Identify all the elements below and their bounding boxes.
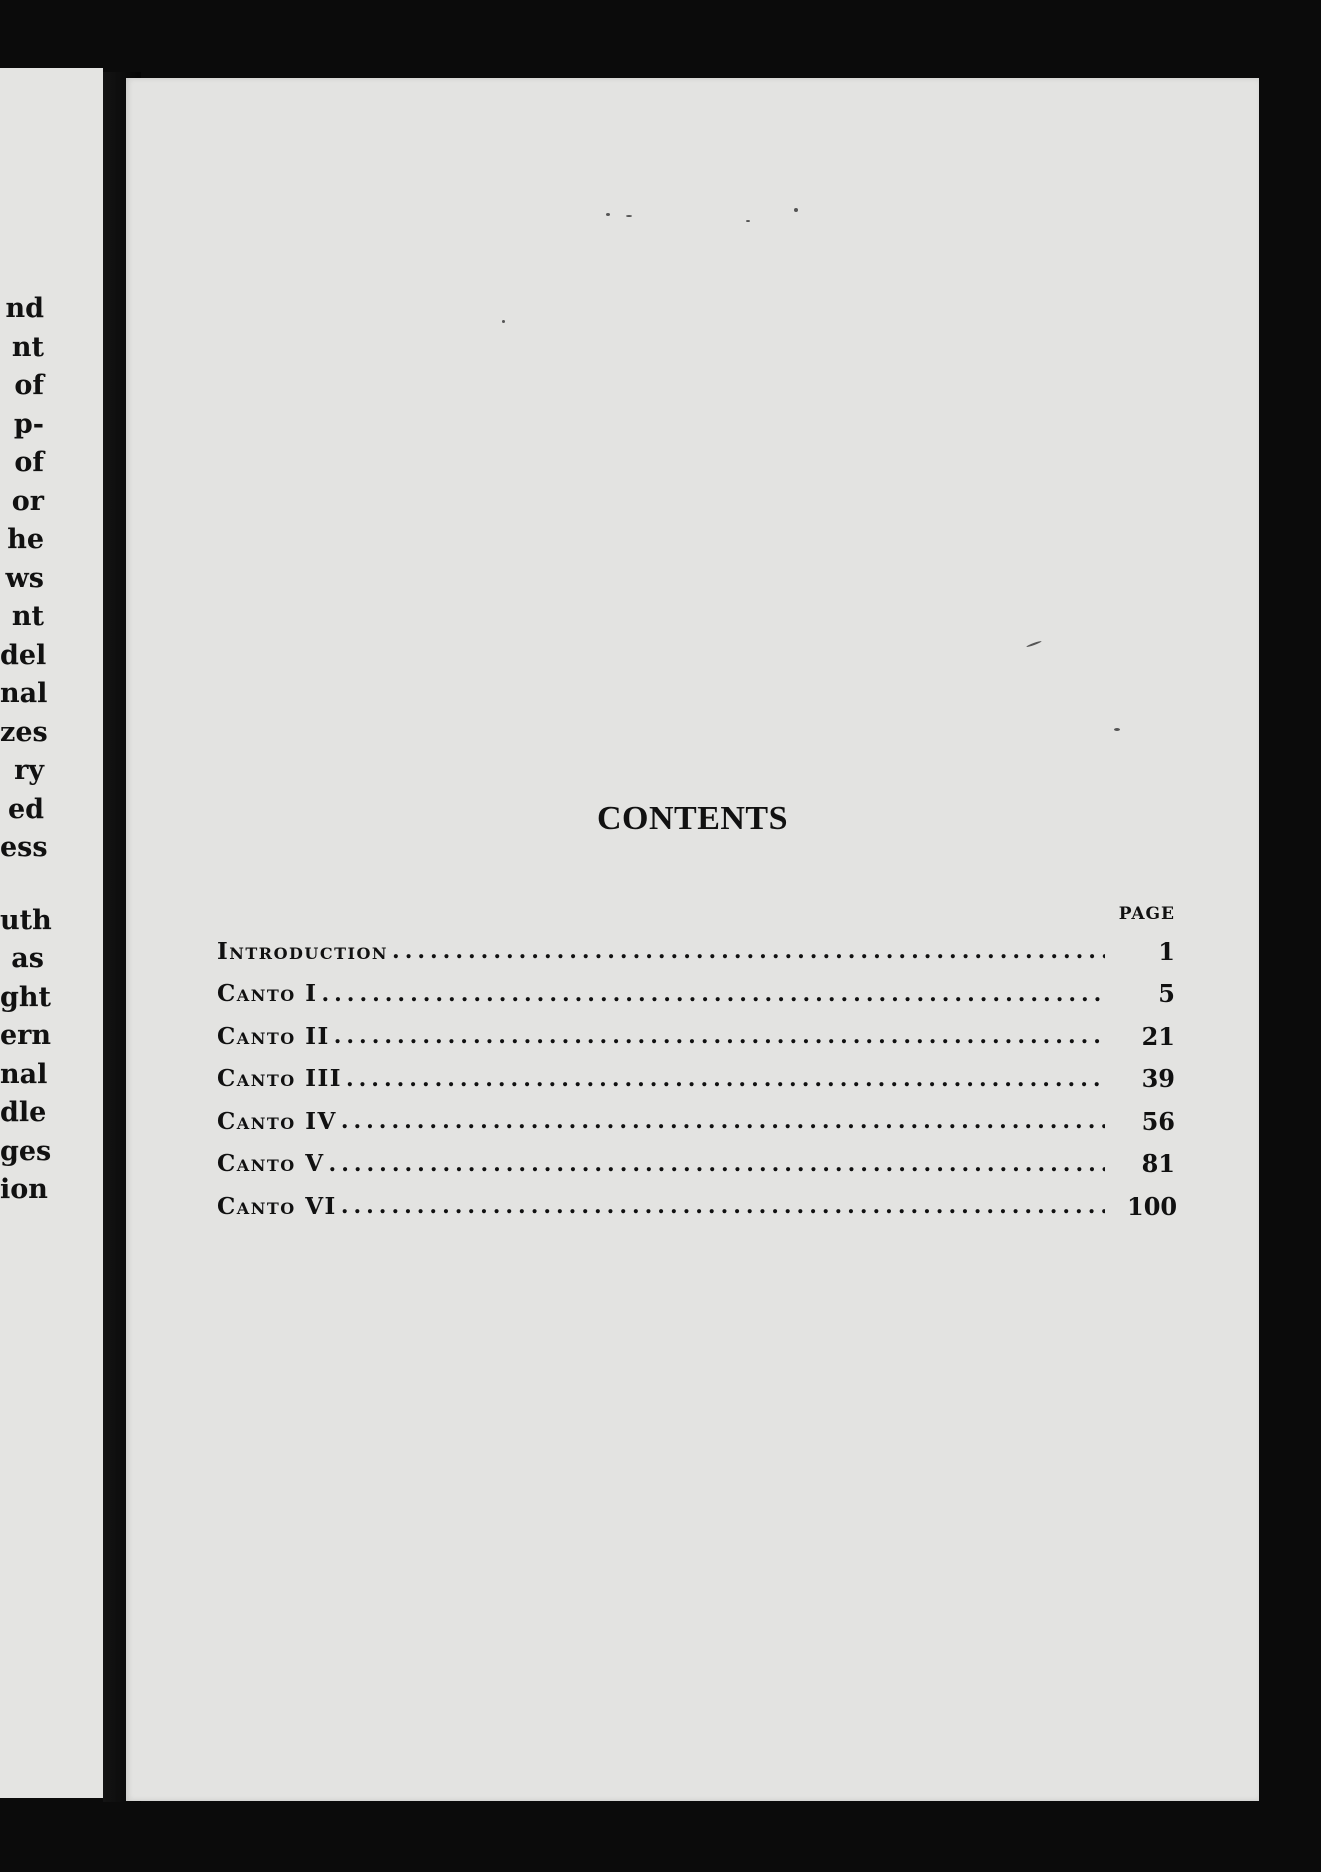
left-line: ern: [0, 1020, 52, 1051]
left-line: zes: [0, 716, 48, 748]
toc-entry[interactable]: [217, 930, 1175, 973]
left-page-text-column: [0, 290, 52, 1210]
left-line: he: [7, 524, 44, 555]
toc-entry-label: Canto VI: [217, 1192, 337, 1220]
left-line: ry: [14, 755, 44, 786]
left-line: uth: [0, 904, 52, 936]
left-line: ws: [5, 562, 44, 594]
toc-entry-label: Canto IV: [217, 1107, 337, 1135]
paper-speck: [502, 320, 505, 323]
dot-leader: [321, 979, 1105, 1009]
dot-leader: [341, 1106, 1105, 1136]
toc-entry[interactable]: [217, 973, 1175, 1016]
dot-leader: [346, 1064, 1105, 1094]
left-line: of: [14, 370, 44, 401]
toc-entry-page: 81: [1141, 1149, 1175, 1179]
left-line: as: [11, 943, 44, 974]
dot-leader: [329, 1149, 1105, 1179]
toc-entry[interactable]: [217, 1185, 1178, 1228]
toc-entry-label: Canto II: [217, 1022, 330, 1050]
left-line: nt: [11, 601, 44, 632]
left-line: dle: [0, 1097, 47, 1128]
paper-speck: [626, 215, 632, 217]
left-line: ion: [0, 1174, 48, 1205]
left-line: ed: [7, 793, 44, 825]
toc-entry[interactable]: [217, 1058, 1175, 1101]
left-line: del: [0, 639, 47, 671]
contents-page: [126, 78, 1259, 1801]
paper-speck: [606, 213, 610, 216]
toc-entry-page: 1: [1158, 936, 1175, 966]
left-line: nd: [5, 293, 44, 324]
left-line: ges: [0, 1135, 52, 1167]
toc-entry-page: 100: [1127, 1191, 1178, 1221]
paper-speck: [794, 208, 798, 212]
paper-speck: [1114, 728, 1120, 731]
paragraph-gap: [0, 868, 44, 902]
dot-leader: [392, 936, 1105, 966]
toc-entry-page: 56: [1141, 1106, 1175, 1136]
left-line: nt: [11, 331, 44, 363]
toc-entry[interactable]: [217, 1015, 1175, 1058]
left-line: nal: [0, 1058, 48, 1090]
toc-entry-page: 21: [1141, 1021, 1175, 1051]
left-line: ght: [0, 981, 51, 1013]
left-line: p-: [13, 408, 44, 440]
toc-entry[interactable]: [217, 1143, 1175, 1186]
toc-entry-label: Canto III: [217, 1065, 342, 1093]
left-line: or: [11, 485, 44, 517]
page-column-header: PAGE: [1118, 904, 1175, 924]
toc-entries: [217, 930, 1178, 1228]
paper-speck: [1026, 640, 1042, 647]
left-line: of: [14, 447, 44, 478]
page-title: CONTENTS: [596, 800, 789, 837]
dot-leader: [334, 1021, 1105, 1051]
left-line: nal: [0, 678, 48, 709]
toc-entry-label: Canto I: [217, 980, 318, 1008]
toc-entry-label: Introduction: [217, 937, 389, 965]
toc-entry-page: 39: [1141, 1064, 1175, 1094]
left-line: ess: [0, 832, 48, 863]
toc-entry-label: Canto V: [217, 1150, 325, 1178]
paper-speck: [746, 220, 750, 222]
left-page-fragment: [0, 68, 103, 1798]
toc-entry-page: 5: [1158, 979, 1175, 1009]
dot-leader: [341, 1191, 1105, 1221]
toc-entry[interactable]: [217, 1100, 1175, 1143]
